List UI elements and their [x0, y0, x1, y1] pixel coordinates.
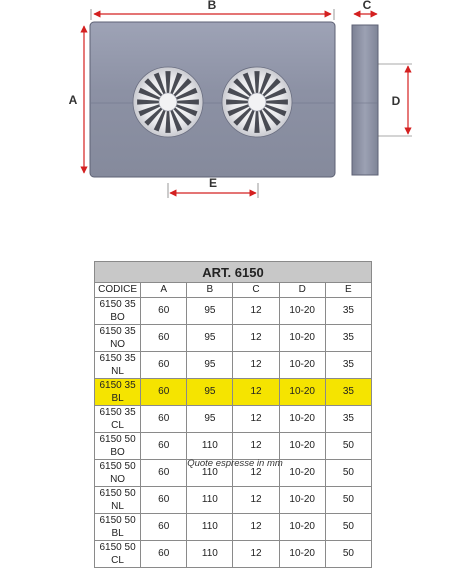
header-codice: CODICE [95, 283, 141, 298]
table-cell: 12 [233, 540, 279, 567]
table-cell: 6150 50 NO [95, 459, 141, 486]
table-cell: 35 [325, 351, 371, 378]
table-cell: 10-20 [279, 432, 325, 459]
pipe-hole-left [133, 67, 203, 137]
table-row [95, 378, 372, 405]
header-b: B [187, 283, 233, 298]
table-cell: 6150 50 BL [95, 513, 141, 540]
table-cell: 10-20 [279, 540, 325, 567]
table-cell: 50 [325, 540, 371, 567]
cover-plate-front [90, 22, 335, 177]
table-cell: 35 [325, 405, 371, 432]
table-cell: 12 [233, 432, 279, 459]
table-cell: 6150 50 NL [95, 486, 141, 513]
table-cell: 50 [325, 486, 371, 513]
table-cell: 10-20 [279, 513, 325, 540]
table-cell: 60 [141, 432, 187, 459]
cover-plate-side [352, 25, 378, 175]
spec-table [94, 261, 372, 568]
table-row [95, 297, 372, 324]
table-cell: 95 [187, 324, 233, 351]
table-cell: 10-20 [279, 324, 325, 351]
hole-center [248, 93, 266, 111]
table-cell: 110 [187, 540, 233, 567]
table-cell: 110 [187, 486, 233, 513]
table-row [95, 486, 372, 513]
table-cell: 12 [233, 513, 279, 540]
table-cell: 10-20 [279, 486, 325, 513]
product-drawing [0, 0, 470, 250]
table-cell: 12 [233, 405, 279, 432]
table-row [95, 324, 372, 351]
table-cell: 6150 35 BL [95, 378, 141, 405]
dimension-d-label: D [391, 94, 401, 108]
table-header-row [95, 283, 372, 298]
table-cell: 35 [325, 297, 371, 324]
table-cell: 6150 35 CL [95, 405, 141, 432]
table-cell: 6150 50 CL [95, 540, 141, 567]
table-cell: 12 [233, 297, 279, 324]
hole-center [159, 93, 177, 111]
table-cell: 60 [141, 324, 187, 351]
table-cell: 12 [233, 486, 279, 513]
table-cell: 10-20 [279, 297, 325, 324]
table-cell: 60 [141, 486, 187, 513]
table-cell: 35 [325, 324, 371, 351]
table-cell: 60 [141, 378, 187, 405]
table-cell: 95 [187, 378, 233, 405]
table-cell: 60 [141, 351, 187, 378]
table-cell: 10-20 [279, 378, 325, 405]
header-e: E [325, 283, 371, 298]
table-cell: 12 [233, 459, 279, 486]
table-cell: 10-20 [279, 351, 325, 378]
table-row [95, 405, 372, 432]
table-body [95, 297, 372, 567]
table-row [95, 432, 372, 459]
table-cell: 6150 35 NO [95, 324, 141, 351]
table-row [95, 540, 372, 567]
table-cell: 60 [141, 513, 187, 540]
table-cell: 35 [325, 378, 371, 405]
table-cell: 12 [233, 351, 279, 378]
table-cell: 95 [187, 351, 233, 378]
table-cell: 12 [233, 324, 279, 351]
footnote: Quote espresse in mm [187, 458, 283, 469]
pipe-hole-right [222, 67, 292, 137]
table-cell: 60 [141, 297, 187, 324]
table-cell: 50 [325, 459, 371, 486]
header-a: A [141, 283, 187, 298]
dimension-e-label: E [208, 176, 218, 190]
table-cell: 110 [187, 432, 233, 459]
table-row [95, 351, 372, 378]
table-cell: 10-20 [279, 405, 325, 432]
table-cell: 10-20 [279, 459, 325, 486]
table-row [95, 513, 372, 540]
table-cell: 110 [187, 459, 233, 486]
table-cell: 6150 35 NL [95, 351, 141, 378]
table-cell: 12 [233, 378, 279, 405]
table-cell: 60 [141, 540, 187, 567]
table-cell: 6150 35 BO [95, 297, 141, 324]
table-title: ART. 6150 [95, 262, 372, 283]
dimension-b-label: B [207, 0, 217, 12]
header-d: D [279, 283, 325, 298]
table-cell: 95 [187, 405, 233, 432]
table-cell: 110 [187, 513, 233, 540]
dimension-c-label: C [362, 0, 372, 12]
table-cell: 60 [141, 459, 187, 486]
table-cell: 6150 50 BO [95, 432, 141, 459]
header-c: C [233, 283, 279, 298]
table-cell: 50 [325, 432, 371, 459]
table-cell: 95 [187, 297, 233, 324]
table-cell: 50 [325, 513, 371, 540]
dimension-a-label: A [68, 93, 78, 107]
table-cell: 60 [141, 405, 187, 432]
